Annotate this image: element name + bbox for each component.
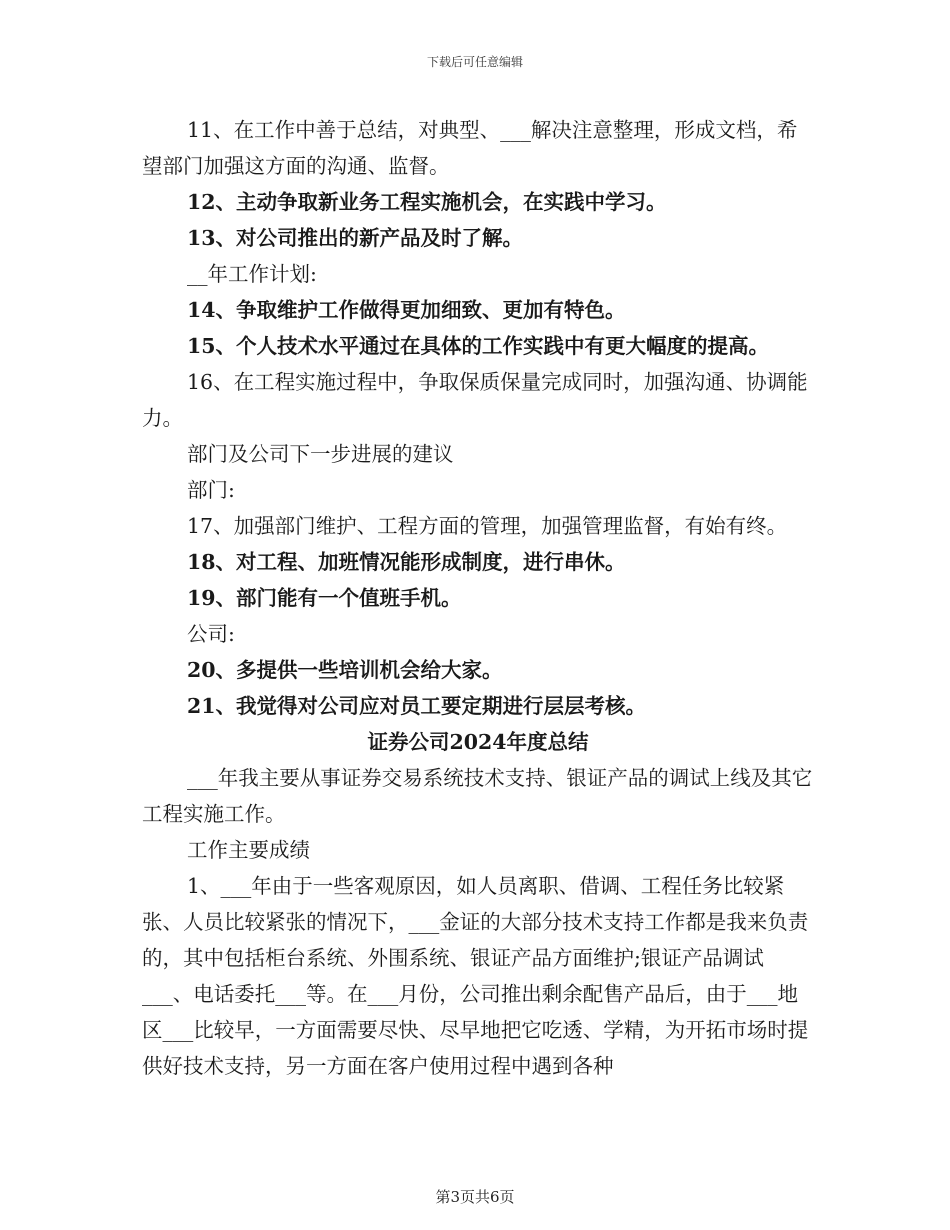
document-title: 证券公司2024年度总结 xyxy=(367,730,589,754)
paragraph: ___年我主要从事证券交易系统技术支持、银证产品的调试上线及其它工程实施工作。 xyxy=(142,766,813,826)
paragraph: 1、___年由于一些客观原因，如人员离职、借调、工程任务比较紧张、人员比较紧张的情况下，___金证的大部分技术支持工作都是我来负责的，其中包括柜台系统、外围系统、银证产品方面维护;银证产品调试___、电话委托___等。在___月份，公司推出剩余配售产品后，由于___地区___比较早，一方面需要尽快、尽早地把它吃透、学精，为开拓市场时提供好技术支持，另一方面在客户使用过程中遇到各种 xyxy=(142,874,809,1078)
section-heading: 工作主要成绩 xyxy=(187,838,310,862)
paragraph: 部门: xyxy=(187,478,235,502)
paragraph: __年工作计划: xyxy=(187,262,317,286)
paragraph: 19、部门能有一个值班手机。 xyxy=(187,586,462,610)
paragraph: 17、加强部门维护、工程方面的管理，加强管理监督，有始有终。 xyxy=(187,514,788,538)
paragraph: 14、争取维护工作做得更加细致、更加有特色。 xyxy=(187,298,626,322)
paragraph: 15、个人技术水平通过在具体的工作实践中有更大幅度的提高。 xyxy=(187,334,770,358)
paragraph: 12、主动争取新业务工程实施机会，在实践中学习。 xyxy=(187,190,667,214)
paragraph: 16、在工程实施过程中，争取保质保量完成同时，加强沟通、协调能力。 xyxy=(142,370,808,430)
paragraph: 11、在工作中善于总结，对典型、___解决注意整理，形成文档，希望部门加强这方面的沟通、监督。 xyxy=(142,118,798,178)
page-footer: 第3页共6页 xyxy=(435,1188,515,1206)
section-heading: 部门及公司下一步进展的建议 xyxy=(187,442,454,466)
paragraph: 18、对工程、加班情况能形成制度，进行串休。 xyxy=(187,550,626,574)
document-body xyxy=(142,112,814,1084)
paragraph: 21、我觉得对公司应对员工要定期进行层层考核。 xyxy=(187,694,647,718)
paragraph: 公司: xyxy=(187,622,235,646)
page-header: 下载后可任意编辑 xyxy=(426,55,523,69)
paragraph: 13、对公司推出的新产品及时了解。 xyxy=(187,226,524,250)
paragraph: 20、多提供一些培训机会给大家。 xyxy=(187,658,503,682)
